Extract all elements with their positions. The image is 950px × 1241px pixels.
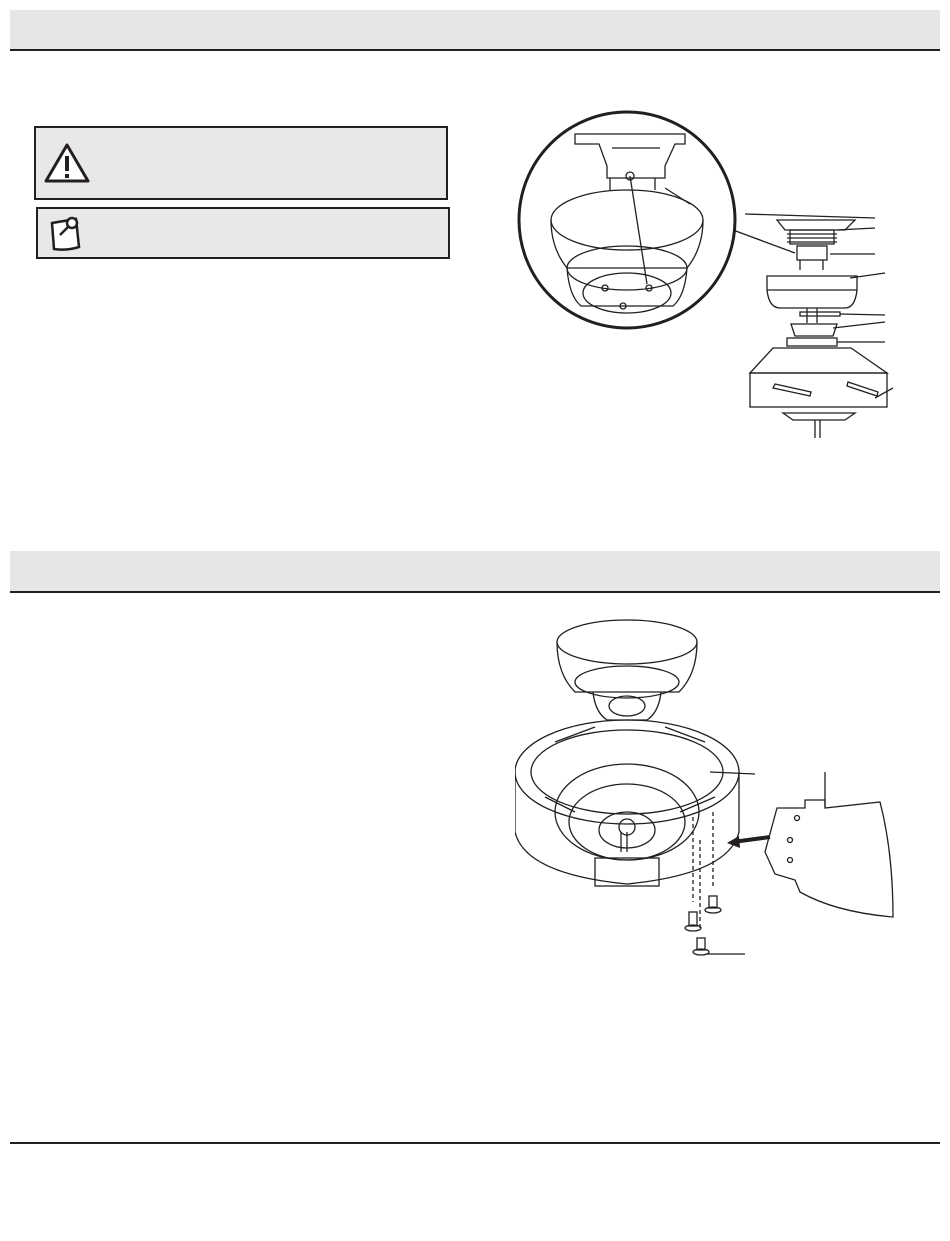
note-callout [36,207,450,259]
section-header-band-bottom [10,551,940,593]
pushpin-note-icon [46,213,86,255]
footer-rule [10,1142,940,1144]
blade-attachment-diagram [515,612,925,960]
section-header-band-top [10,10,940,51]
warning-triangle-icon [44,142,90,184]
canopy-exploded-diagram [515,108,920,453]
warning-callout [34,126,448,200]
